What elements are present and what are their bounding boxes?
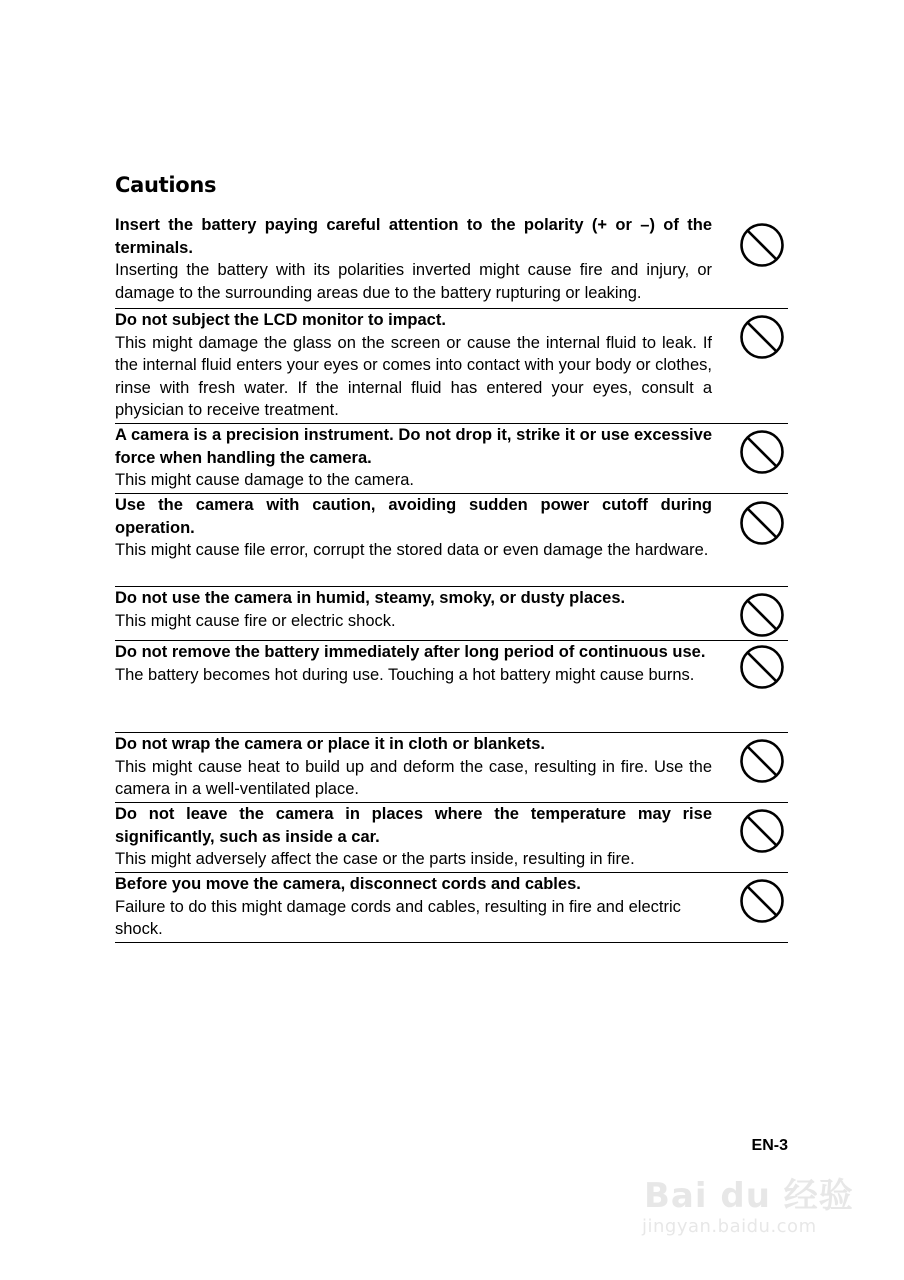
prohibition-icon: [739, 222, 785, 268]
prohibition-icon: [739, 500, 785, 546]
prohibition-icon: [739, 644, 785, 690]
caution-heading: Do not wrap the camera or place it in cloth or blankets.: [115, 735, 546, 753]
page-title: Cautions: [115, 173, 217, 197]
prohibition-icon: [739, 592, 785, 638]
caution-heading: Do not remove the battery immediately after long period of continuous use.: [115, 643, 706, 661]
caution-heading: Do not leave the camera in places where the temperature may rise significantly, such as inside a car.: [115, 805, 712, 846]
caution-item: [115, 873, 788, 943]
watermark-url: jingyan.baidu.com: [642, 1216, 817, 1237]
caution-heading: Do not subject the LCD monitor to impact.: [115, 311, 446, 329]
caution-item: [115, 424, 788, 494]
watermark: [640, 1150, 860, 1250]
caution-item: [115, 214, 788, 309]
caution-heading: Do not use the camera in humid, steamy, smoky, or dusty places.: [115, 589, 626, 607]
caution-list: [115, 214, 788, 943]
caution-item: [115, 494, 788, 587]
caution-body: Inserting the battery with its polarities inverted might cause fire and injury, or damage to the surrounding areas due to the battery rupturing or leaking.: [115, 261, 712, 302]
caution-body: The battery becomes hot during use. Touching a hot battery might cause burns.: [115, 665, 695, 684]
caution-item: [115, 641, 788, 733]
caution-heading: Use the camera with caution, avoiding sudden power cutoff during operation.: [115, 496, 712, 537]
prohibition-icon: [739, 429, 785, 475]
prohibition-icon: [739, 314, 785, 360]
caution-body: This might cause damage to the camera.: [115, 471, 414, 489]
prohibition-icon: [739, 808, 785, 854]
caution-body: This might cause heat to build up and deform the case, resulting in fire. Use the camera in a well-ventilated place.: [115, 757, 712, 798]
caution-item: [115, 587, 788, 641]
caution-body: This might damage the glass on the screen or cause the internal fluid to leak. If the internal fluid enters your eyes or comes into contact with your body or clothes, rinse with fresh water. If the internal fluid has entered your eyes, consult a physician to receive treatment.: [115, 333, 712, 419]
caution-body: This might cause fire or electric shock.: [115, 611, 396, 630]
caution-heading: Insert the battery paying careful attention to the polarity (+ or –) of the terminals.: [115, 216, 712, 257]
caution-heading: A camera is a precision instrument. Do not drop it, strike it or use excessive force when handling the camera.: [115, 426, 712, 467]
caution-body: Failure to do this might damage cords and cables, resulting in fire and electric shock.: [115, 897, 681, 938]
watermark-logo: Bai du 经验: [644, 1176, 854, 1216]
caution-heading: Before you move the camera, disconnect cords and cables.: [115, 875, 581, 893]
caution-body: This might adversely affect the case or the parts inside, resulting in fire.: [115, 850, 635, 868]
page-number: EN-3: [751, 1137, 788, 1154]
caution-body: This might cause file error, corrupt the stored data or even damage the hardware.: [115, 541, 709, 559]
caution-item: [115, 309, 788, 424]
prohibition-icon: [739, 878, 785, 924]
caution-item: [115, 803, 788, 873]
caution-item: [115, 733, 788, 803]
prohibition-icon: [739, 738, 785, 784]
